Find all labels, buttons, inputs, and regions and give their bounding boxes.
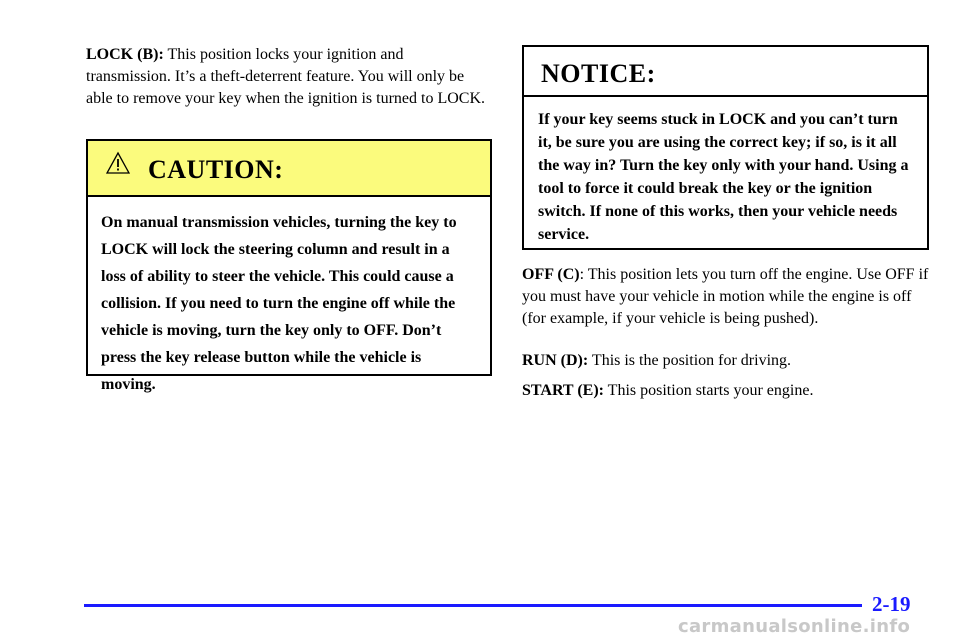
caution-title: CAUTION:	[148, 155, 284, 184]
footer-rule	[84, 604, 862, 607]
watermark-logo: carmanualsonline.info	[678, 616, 911, 637]
lock-text: This position locks your ignition and transmission. It’s a theft-deterrent feature. You will only be able to remove your key when the ignition is turned to LOCK.	[86, 46, 486, 107]
start-section	[522, 380, 932, 402]
start-paragraph	[522, 380, 932, 402]
caution-box	[86, 139, 492, 393]
notice-header	[524, 47, 927, 97]
off-paragraph	[522, 264, 932, 330]
off-label: OFF (C)	[522, 266, 580, 283]
warning-triangle-icon	[106, 151, 130, 175]
off-section	[522, 264, 932, 330]
run-text: This is the position for driving.	[588, 352, 792, 369]
notice-text: If your key seems stuck in LOCK and you can’t turn it, be sure you are using the correct key; if so, is it all the way in? Turn the key only with your hand. Using a tool to force it could break the key or the ignition switch. If none of this works, then your vehicle needs service.	[538, 111, 909, 243]
lock-paragraph	[86, 44, 492, 110]
off-text: : This position lets you turn off the engine. Use OFF if you must have your vehicle in motion while the engine is off (for example, if your vehicle is being pushed).	[522, 266, 929, 327]
notice-title: NOTICE:	[541, 59, 656, 88]
start-text: This position starts your engine.	[603, 382, 814, 399]
run-section	[522, 350, 932, 372]
caution-text: On manual transmission vehicles, turning the key to LOCK will lock the steering column and result in a loss of ability to steer the vehicle. This could cause a collision. If you need to turn the engine off while the vehicle is moving, turn the key only to OFF. Don’t press the key release button while the vehicle is moving.	[101, 214, 457, 393]
lock-label: LOCK (B):	[86, 46, 164, 63]
lock-section	[86, 44, 492, 110]
run-paragraph	[522, 350, 932, 372]
page-number: 2-19	[872, 592, 911, 616]
start-label: START (E):	[522, 382, 604, 399]
notice-box	[522, 45, 929, 250]
run-label: RUN (D):	[522, 352, 589, 369]
caution-header	[88, 141, 490, 197]
